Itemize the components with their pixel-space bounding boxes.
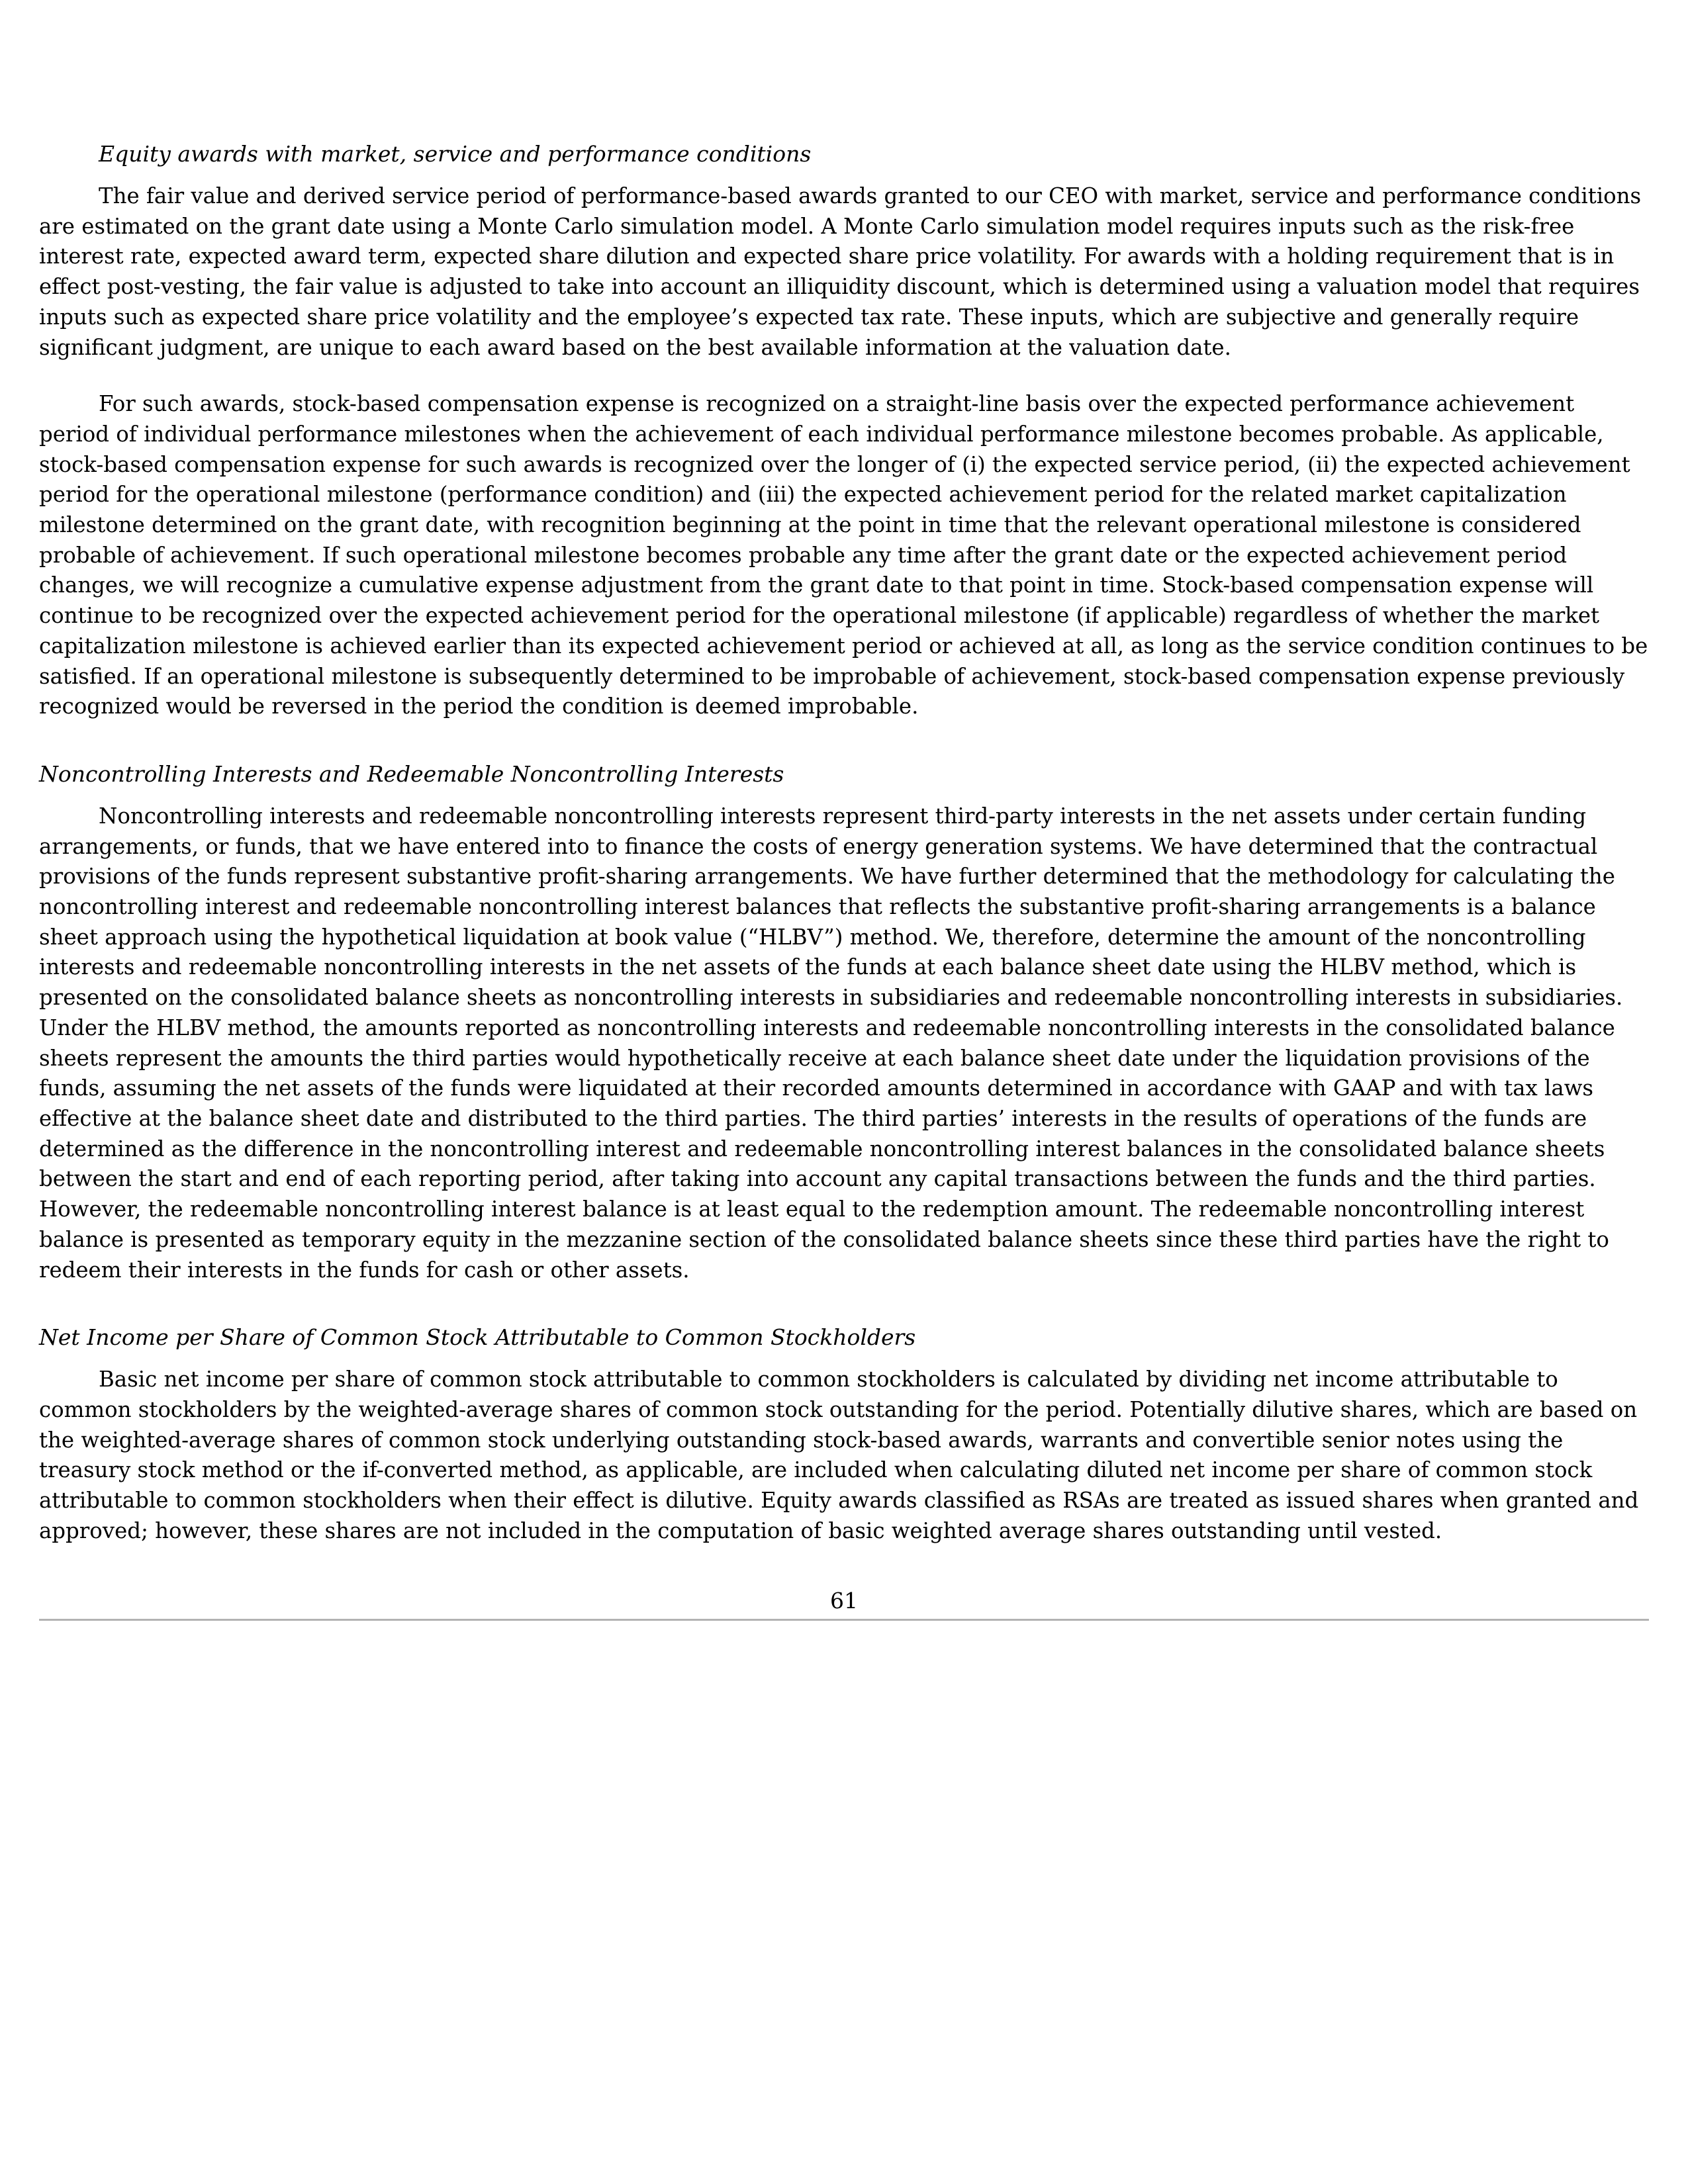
body-paragraph: Basic net income per share of common stock attributable to common stockholders is calculated by dividing net income attributable to common stockholders by the weighted-average shares of common stock outstanding for the period. Potentially dilutive shares, which are based on the weighted-average shares of common stock underlying outstanding stock-based awards, warrants and convertible senior notes using the treasury stock method or the if-converted method, as applicable, are included when calculating diluted net income per share of common stock attributable to common stockholders when their effect is dilutive. Equity awards classified as RSAs are treated as issued shares when granted and approved; however, these shares are not included in the computation of basic weighted average shares outstanding until vested.: [39, 1367, 1639, 1543]
footer-divider: [39, 1619, 1649, 1621]
section-heading: Noncontrolling Interests and Redeemable Noncontrolling Interests: [39, 760, 784, 787]
body-paragraph: Noncontrolling interests and redeemable noncontrolling interests represent third-party interests in the net assets under certain funding arrangements, or funds, that we have entered into to finance the costs of energy generation systems. We have determined that the contractual provisions of the funds represent substantive profit-sharing arrangements. We have further determined that the methodology for calculating the noncontrolling interest and redeemable noncontrolling interest balances that reflects the substantive profit-sharing arrangements is a balance sheet approach using the hypothetical liquidation at book value (“HLBV”) method. We, therefore, determine the amount of the noncontrolling interests and redeemable noncontrolling interests in the net assets of the funds at each balance sheet date using the HLBV method, which is presented on the consolidated balance sheets as noncontrolling interests in subsidiaries and redeemable noncontrolling interests in subsidiaries. Under the HLBV method, the amounts reported as noncontrolling interests and redeemable noncontrolling interests in the consolidated balance sheets represent the amounts the third parties would hypothetically receive at each balance sheet date under the liquidation provisions of the funds, assuming the net assets of the funds were liquidated at their recorded amounts determined in accordance with GAAP and with tax laws effective at the balance sheet date and distributed to the third parties. The third parties’ interests in the results of operations of the funds are determined as the difference in the noncontrolling interest and redeemable noncontrolling interest balances in the consolidated balance sheets between the start and end of each reporting period, after taking into account any capital transactions between the funds and the third parties. However, the redeemable noncontrolling interest balance is at least equal to the redemption amount. The redeemable noncontrolling interest balance is presented as temporary equity in the mezzanine section of the consolidated balance sheets since these third parties have the right to redeem their interests in the funds for cash or other assets.: [39, 803, 1623, 1283]
section-heading: Equity awards with market, service and performance conditions: [99, 141, 812, 167]
section-equity-awards: [39, 139, 1649, 722]
document-page: [39, 139, 1649, 1626]
body-paragraph: For such awards, stock-based compensation expense is recognized on a straight-line basis over the expected performance achievement period of individual performance milestones when the achievement of each individual performance milestone becomes probable. As applicable, stock-based compensation expense for such awards is recognized over the longer of (i) the expected service period, (ii) the expected achievement period for the operational milestone (performance condition) and (iii) the expected achievement period for the related market capitalization milestone determined on the grant date, with recognition beginning at the point in time that the relevant operational milestone is considered probable of achievement. If such operational milestone becomes probable any time after the grant date or the expected achievement period changes, we will recognize a cumulative expense adjustment from the grant date to that point in time. Stock-based compensation expense will continue to be recognized over the expected achievement period for the operational milestone (if applicable) regardless of whether the market capitalization milestone is achieved earlier than its expected achievement period or achieved at all, as long as the service condition continues to be satisfied. If an operational milestone is subsequently determined to be improbable of achievement, stock-based compensation expense previously recognized would be reversed in the period the condition is deemed improbable.: [39, 391, 1648, 719]
body-paragraph: The fair value and derived service period of performance-based awards granted to our CEO with market, service and performance conditions are estimated on the grant date using a Monte Carlo simulation model. A Monte Carlo simulation model requires inputs such as the risk-free interest rate, expected award term, expected share dilution and expected share price volatility. For awards with a holding requirement that is in effect post-vesting, the fair value is adjusted to take into account an illiquidity discount, which is determined using a valuation model that requires inputs such as expected share price volatility and the employee’s expected tax rate. These inputs, which are subjective and generally require significant judgment, are unique to each award based on the best available information at the valuation date.: [39, 183, 1642, 360]
section-noncontrolling-interests: [39, 759, 1649, 1285]
page-number: 61: [830, 1588, 858, 1614]
section-net-income-per-share: [39, 1322, 1649, 1546]
section-heading: Net Income per Share of Common Stock Attributable to Common Stockholders: [39, 1324, 916, 1351]
